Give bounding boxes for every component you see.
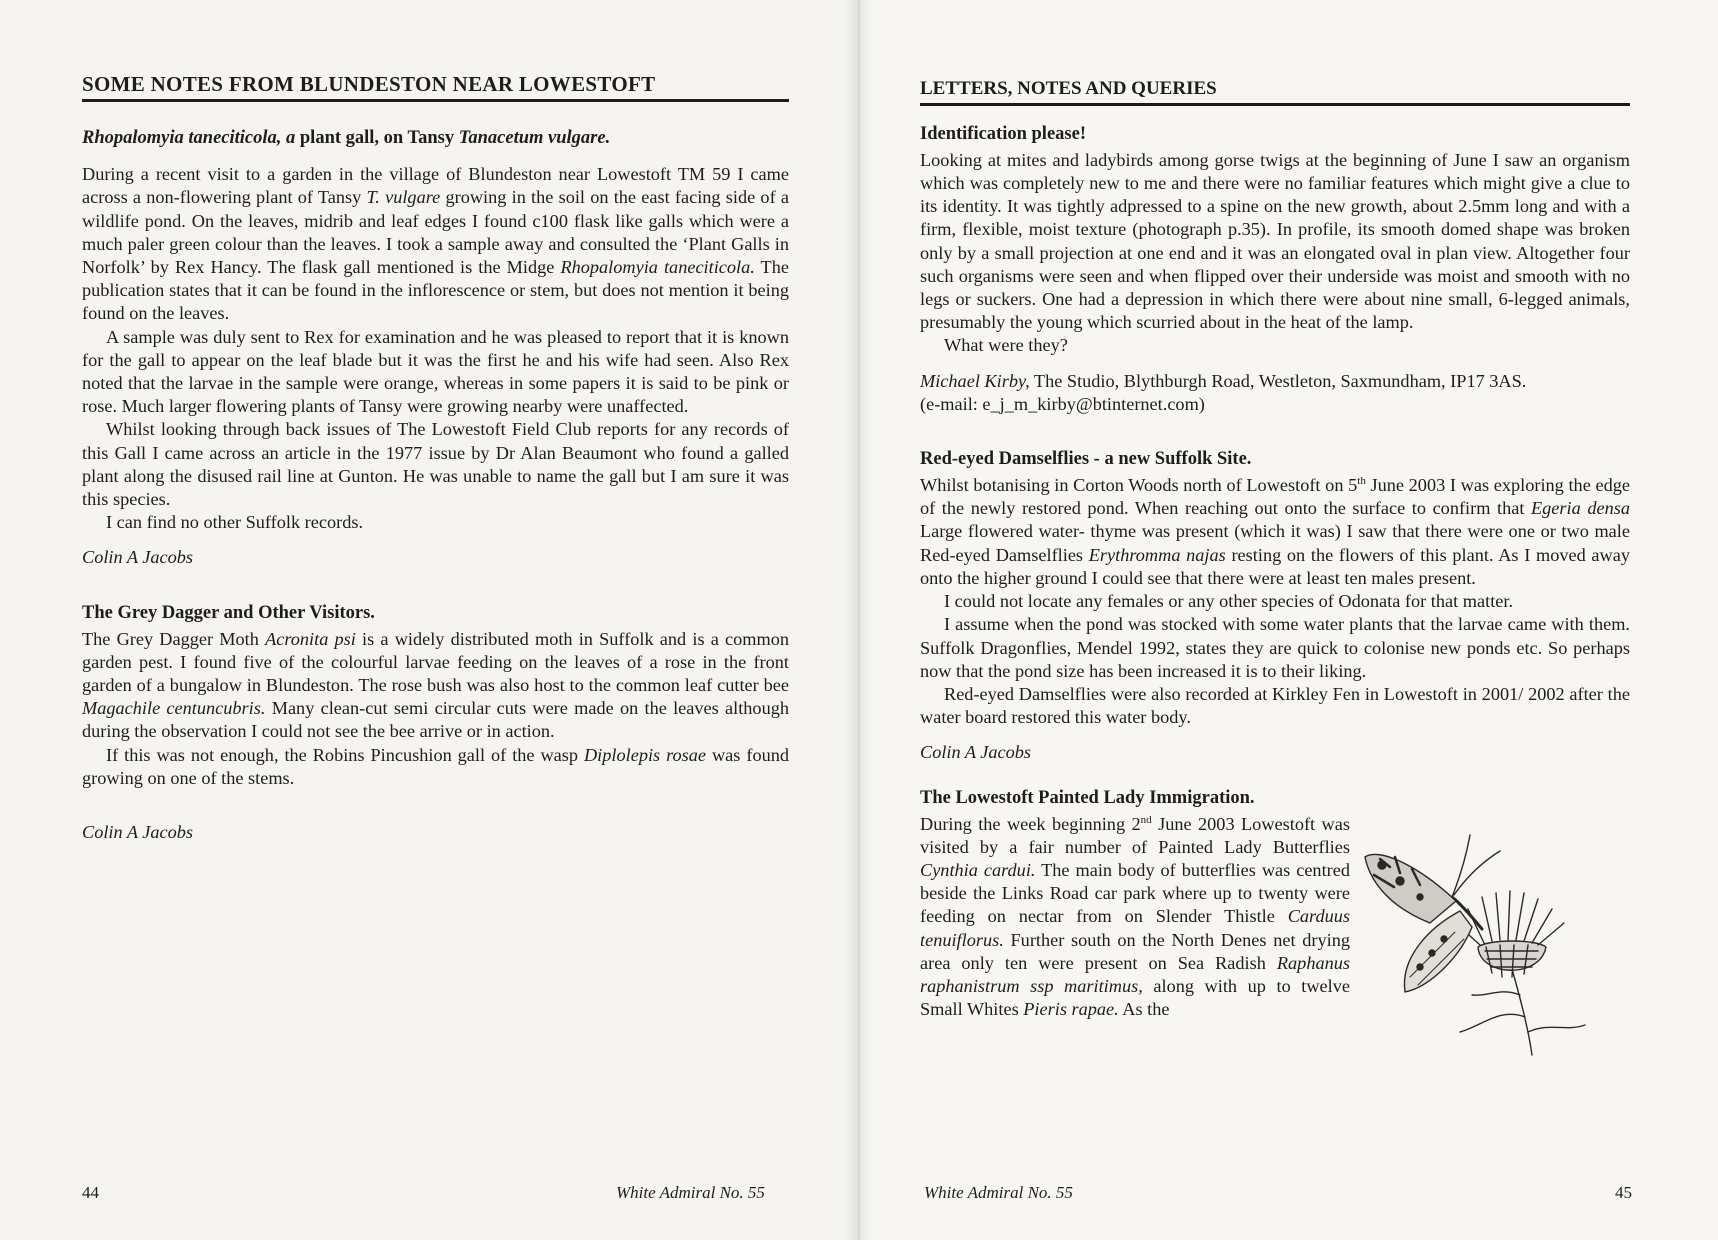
gall-paragraph-1	[82, 163, 789, 325]
gall-paragraph-2: A sample was duly sent to Rex for examination and he was pleased to report that it is known for the gall to appear on the leaf blade but it was the first he and his wife had seen. Also Rex noted that the larvae in the sample were orange, whereas in some papers it is said to be pink or rose. Much larger flowering plants of Tansy were growing nearby were unaffected.	[82, 326, 789, 417]
gall-article-title	[82, 128, 789, 149]
text-run: The main body of butterflies was centred beside the Links Road car park where up to twenty were feeding on nectar from on Slender Thistle	[920, 859, 1350, 927]
gall-author: Colin A Jacobs	[82, 547, 194, 568]
journal-footer-right	[924, 1183, 1073, 1203]
species-name: Magachile centuncubris.	[82, 698, 266, 719]
text-run: Further south on the North Denes net drying area only ten were present on Sea Radish	[920, 929, 1350, 973]
text-run: June 2003 I was exploring the edge of the newly restored pond. When reaching out onto the surface to confirm that	[920, 475, 1630, 519]
species-name: Rhopalomyia taneciticola.	[560, 256, 755, 277]
text-run: Whilst botanising in Corton Woods north of Lowestoft on 5	[920, 475, 1358, 496]
page-number-right: 45	[1615, 1183, 1632, 1202]
damselfly-paragraph-4: Red-eyed Damselflies were also recorded at Kirkley Fen in Lowestoft in 2001/ 2002 after the water board restored this water body.	[920, 683, 1630, 728]
journal-footer-left	[616, 1183, 765, 1203]
dagger-paragraph-2	[82, 744, 789, 790]
gall-paragraph-4: I can find no other Suffolk records.	[106, 512, 364, 533]
text-run: is a widely distributed moth in Suffolk and is a common garden pest. I found five of the colourful larvae feeding on the leaves of a rose in the front garden of a bungalow in Blundeston. The rose bush was also host to the common leaf cutter bee	[82, 628, 789, 695]
text-run: resting on the flowers of this plant. As I moved away onto the higher ground I could see that there were at least ten males present.	[920, 544, 1630, 588]
journal-name: White Admiral No. 55	[924, 1183, 1073, 1202]
text-run: If this was not enough, the Robins Pincushion gall of the wasp	[106, 744, 584, 765]
gall-title-species: Tanacetum vulgare.	[458, 128, 611, 149]
author-email: (e-mail: e_j_m_kirby@btinternet.com)	[920, 393, 1205, 414]
running-head-right: LETTERS, NOTES AND QUERIES	[920, 78, 1630, 106]
species-name: Raphanus raphanistrum ssp maritimus,	[920, 952, 1350, 996]
book-gutter	[845, 0, 873, 1240]
page-number-left: 44	[82, 1183, 99, 1202]
species-name: Egeria densa	[1531, 498, 1630, 519]
species-name: Carduus tenuiflorus.	[920, 906, 1350, 950]
gall-paragraph-3: Whilst looking through back issues of The Lowestoft Field Club reports for any records of this Gall I came across an article in the 1977 issue by Dr Alan Beaumont who found a galled plant along the disused rail line at Gunton. He was unable to name the gall but I am sure it was this species.	[82, 419, 789, 509]
species-name: Cynthia cardui.	[920, 859, 1036, 880]
text-run: Many clean-cut semi circular cuts were made on the leaves although during the observation I could not see the bee arrive or in action.	[82, 698, 789, 742]
left-page-content	[82, 72, 789, 844]
butterfly-on-thistle-icon	[1360, 827, 1640, 1057]
text-run: June 2003 Lowestoft was visited by a fair number of Painted Lady Butterflies	[920, 813, 1350, 857]
species-name: Acronita psi	[265, 628, 356, 649]
author-name: Michael Kirby,	[920, 370, 1030, 391]
journal-name: White Admiral No. 55	[616, 1183, 765, 1202]
damselfly-paragraph-3: I assume when the pond was stocked with some water plants that the larvae came with them. Suffolk Dragonflies, Mendel 1992, states they are quick to colonise new ponds etc. So perhaps now that the pond size has been increased it is to their liking.	[920, 614, 1630, 681]
text-run: Large flowered water- thyme was present (which it was) I saw that there were one or two male Red-eyed Damselflies	[920, 521, 1630, 565]
running-head-left: SOME NOTES FROM BLUNDESTON NEAR LOWESTOFT	[82, 72, 789, 102]
species-name: Diplolepis rosae	[583, 744, 707, 765]
author-address: The Studio, Blythburgh Road, Westleton, Saxmundham, IP17 3AS.	[1029, 370, 1527, 391]
ordinal-suffix: th	[1357, 474, 1366, 487]
text-run: As the	[1118, 999, 1170, 1020]
gall-title-plain: plant gall, on Tansy	[295, 128, 459, 149]
text-run: The publication states that it can be found in the inflorescence or stem, but does not mention it being found on the leaves.	[82, 256, 789, 324]
identification-title: Identification please!	[920, 123, 1086, 144]
text-run: During the week beginning 2	[920, 813, 1141, 834]
right-page-content	[920, 78, 1630, 1061]
species-name: T. vulgare	[366, 187, 441, 208]
damselfly-title: Red-eyed Damselflies - a new Suffolk Site.	[920, 449, 1252, 470]
damselfly-paragraph-1	[920, 474, 1630, 590]
dagger-author: Colin A Jacobs	[82, 822, 194, 843]
text-run: along with up to twelve Small Whites	[920, 975, 1351, 1020]
dagger-paragraph-1	[82, 628, 789, 744]
painted-lady-title: The Lowestoft Painted Lady Immigration.	[920, 787, 1255, 808]
identification-paragraph-1: Looking at mites and ladybirds among gorse twigs at the beginning of June I saw an organism which was completely new to me and there were no familiar features which might give a clue to its identity. It was tightly adpressed to a spine on the new growth, about 2.5mm long and with a firm, flexible, moist texture (photograph p.35). In profile, its smooth domed shape was broken only by a small projection at one end and it was an elongated oval in plan view. Altogether four such organisms were seen and when flipped over their underside was moist and smooth with no legs or suckers. One had a depression in which there were about nine small, 6-legged animals, presumably the young which scurried about in the heat of the lamp.	[920, 149, 1630, 333]
painted-lady-illustration	[1360, 827, 1640, 1057]
text-run: The Grey Dagger Moth	[82, 628, 266, 649]
dagger-article-title: The Grey Dagger and Other Visitors.	[82, 602, 375, 623]
damselfly-paragraph-2: I could not locate any females or any other species of Odonata for that matter.	[944, 591, 1514, 612]
gall-title-italic: Rhopalomyia taneciticola, a	[82, 128, 296, 149]
text-run: growing in the soil on the east facing side of a wildlife pond. On the leaves, midrib and leaf edges I found c100 flask like galls which were a much paler green colour than the leaves. I took a sample away and consulted the ‘Plant Galls in Norfolk’ by Rex Hancy. The flask gall mentioned is the Midge	[82, 187, 789, 277]
species-name: Erythromma najas	[1088, 544, 1226, 565]
damselfly-author: Colin A Jacobs	[920, 742, 1032, 763]
right-page	[859, 0, 1718, 1240]
text-run: During a recent visit to a garden in the village of Blundeston near Lowestoft TM 59 I came across a non-flowering plant of Tansy	[82, 164, 789, 208]
identification-author	[920, 370, 1630, 416]
text-run: was found growing on one of the stems.	[82, 744, 790, 788]
species-name: Pieris rapae.	[1023, 999, 1119, 1020]
identification-paragraph-2: What were they?	[944, 335, 1068, 356]
ordinal-suffix: nd	[1140, 813, 1152, 826]
